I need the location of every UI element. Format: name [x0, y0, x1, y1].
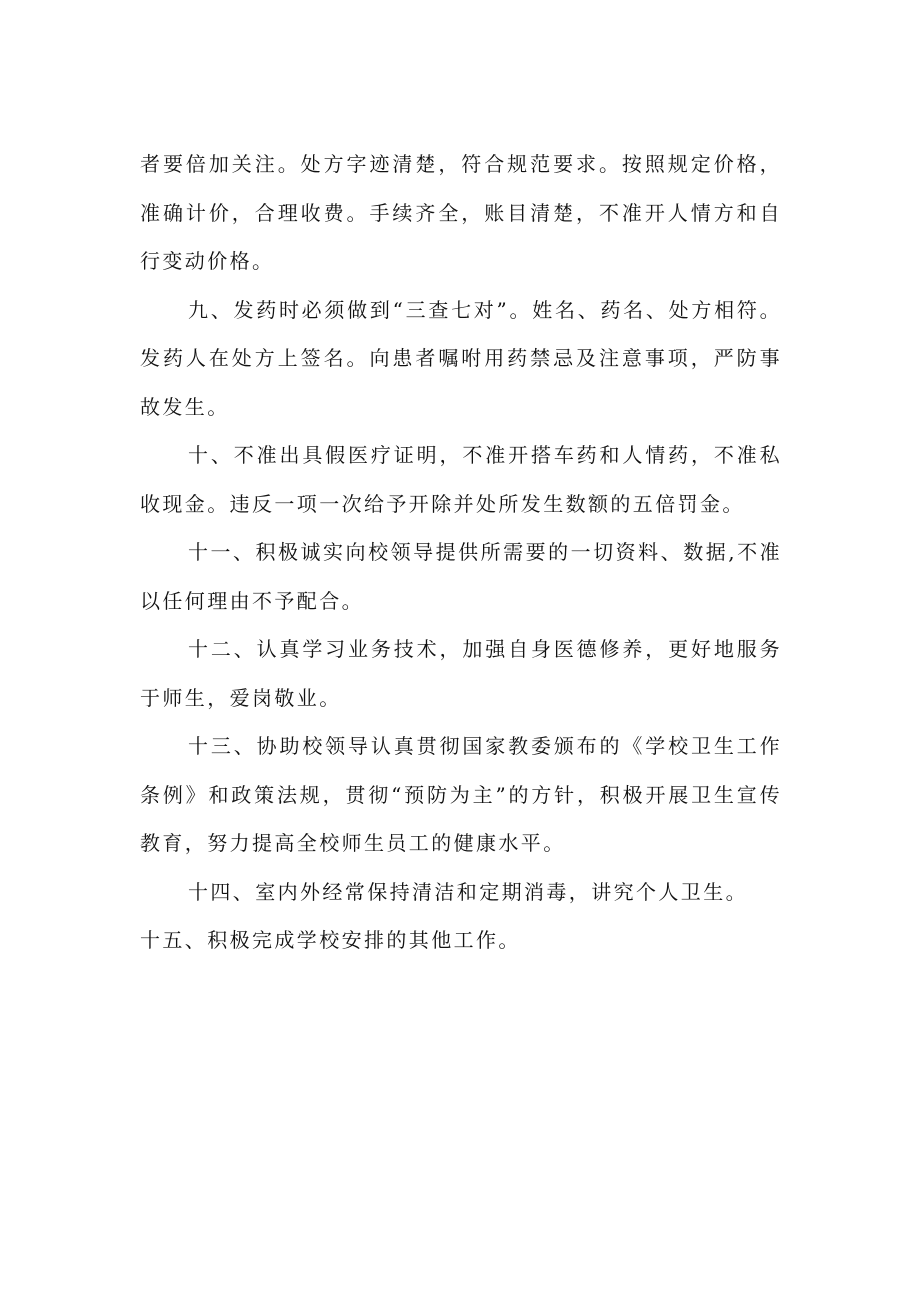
paragraph-item-15: 十五、积极完成学校安排的其他工作。 — [140, 928, 521, 952]
document-body — [140, 140, 782, 965]
paragraph-item-12: 十二、认真学习业务技术，加强自身医德修养，更好地服务于师生，爱岗敬业。 — [140, 637, 782, 710]
paragraph-item-13: 十三、协助校领导认真贯彻国家教委颁布的《学校卫生工作条例》和政策法规，贯彻“预防为主”的方针，积极开展卫生宣传教育，努力提高全校师生员工的健康水平。 — [140, 734, 782, 855]
paragraph-item-14: 十四、室内外经常保持清洁和定期消毒，讲究个人卫生。 — [188, 879, 748, 904]
paragraph-continuation: 者要倍加关注。处方字迹清楚，符合规范要求。按照规定价格，准确计价，合理收费。手续齐全，账目清楚，不准开人情方和自行变动价格。 — [140, 152, 782, 273]
paragraph-item-11: 十一、积极诚实向校领导提供所需要的一切资料、数据,不准以任何理由不予配合。 — [140, 540, 782, 613]
paragraph-item-9: 九、发药时必须做到“三查七对”。姓名、药名、处方相符。发药人在处方上签名。向患者嘱咐用药禁忌及注意事项，严防事故发生。 — [140, 297, 782, 419]
paragraph-item-10: 十、不准出具假医疗证明，不准开搭车药和人情药，不准私收现金。违反一项一次给予开除并处所发生数额的五倍罚金。 — [140, 443, 782, 516]
